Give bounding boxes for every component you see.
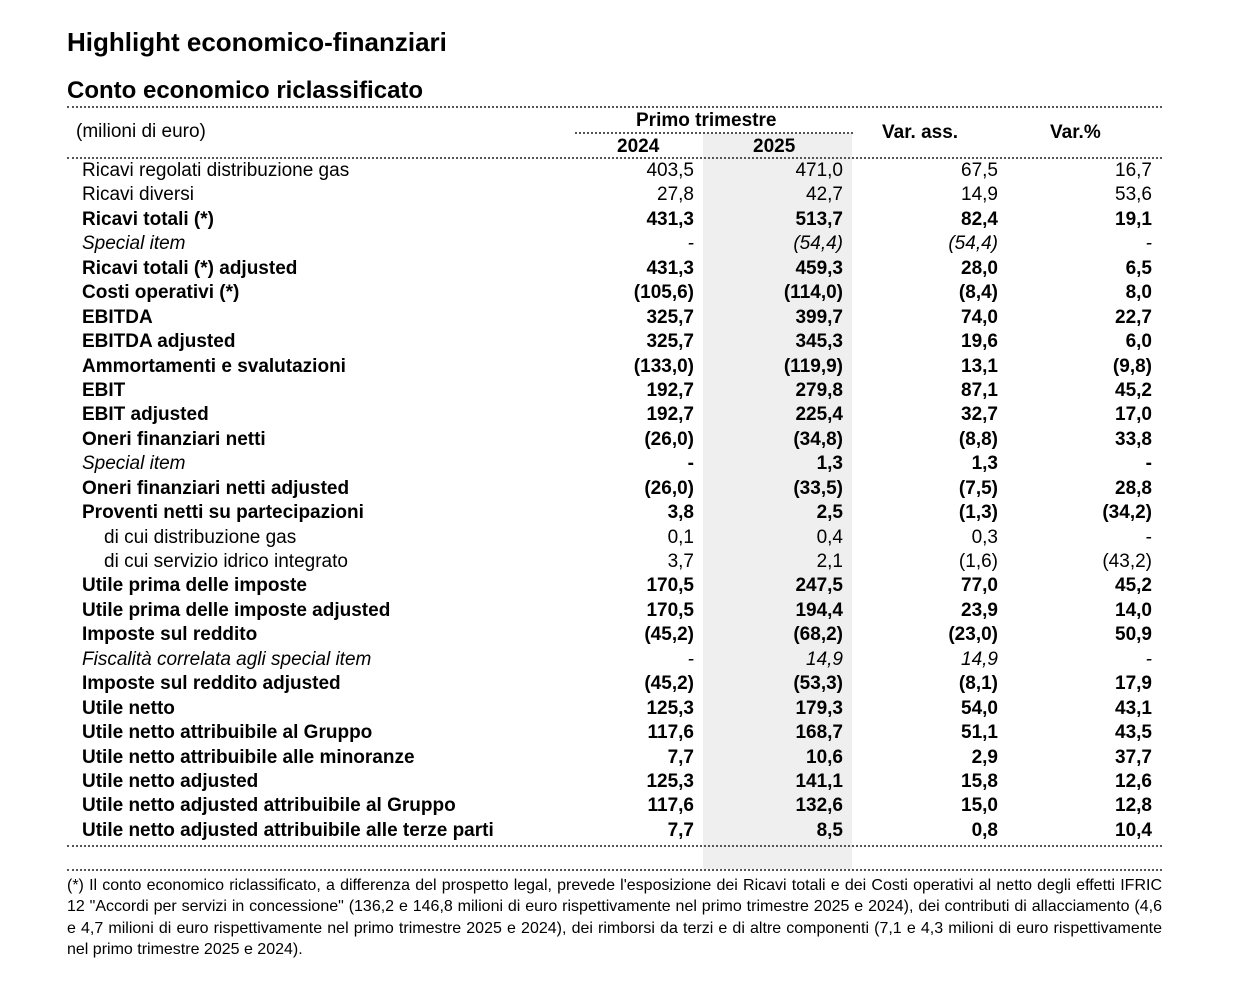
row-label: EBIT (82, 379, 126, 401)
value-var-abs: 54,0 (961, 697, 998, 719)
table-row (0, 428, 1234, 452)
value-2025: 471,0 (795, 160, 843, 181)
value-var-abs: 15,0 (961, 795, 998, 817)
table-row (0, 159, 1234, 183)
value-2025: 8,5 (816, 819, 843, 841)
value-2024: 403,5 (646, 160, 694, 181)
value-var-abs: 19,6 (961, 331, 998, 353)
table-row (0, 770, 1234, 794)
value-2024: 170,5 (646, 575, 694, 597)
value-2024: 27,8 (657, 184, 694, 206)
value-2025: 0,4 (816, 526, 843, 548)
row-label: Special item (82, 453, 186, 475)
row-label: EBIT adjusted (82, 404, 209, 426)
table-row (0, 794, 1234, 818)
value-2025: 168,7 (795, 722, 843, 744)
var-abs-header: Var. ass. (882, 122, 959, 143)
row-label: Oneri finanziari netti (82, 428, 266, 450)
value-var-abs: 2,9 (971, 746, 998, 768)
value-var-abs: 32,7 (961, 404, 998, 426)
row-label: Costi operativi (*) (82, 282, 240, 304)
value-2025: 247,5 (795, 575, 843, 597)
row-label: Utile prima delle imposte adjusted (82, 599, 391, 621)
year-2024-header: 2024 (617, 136, 660, 157)
value-var-abs: 0,8 (971, 819, 998, 841)
value-2024: 117,6 (647, 795, 694, 817)
value-var-pct: 6,5 (1125, 257, 1152, 279)
page-title: Highlight economico-finanziari (67, 27, 447, 57)
footnote-rule (67, 869, 1162, 871)
row-label: Ricavi diversi (82, 184, 194, 206)
value-2024: 3,7 (667, 551, 694, 572)
table-body (0, 159, 1234, 843)
value-var-abs: 87,1 (961, 379, 998, 401)
value-2024: (105,6) (633, 282, 694, 304)
row-label: Proventi netti su partecipazioni (82, 502, 364, 524)
table-row (0, 306, 1234, 330)
value-2024: 125,3 (646, 770, 694, 792)
value-2024: 7,7 (667, 819, 694, 841)
value-2025: 194,4 (795, 599, 843, 621)
value-2025: (34,8) (793, 428, 843, 450)
row-label: Ammortamenti e svalutazioni (82, 355, 346, 377)
row-label: Special item (82, 233, 186, 255)
value-2025: 1,3 (816, 453, 843, 475)
value-var-abs: 1,3 (971, 453, 998, 475)
value-var-pct: 6,0 (1125, 331, 1152, 353)
value-var-pct: (9,8) (1112, 355, 1152, 377)
value-2025: 279,8 (795, 379, 843, 401)
top-rule (67, 106, 1162, 108)
table-row (0, 232, 1234, 256)
value-2025: 2,5 (816, 502, 843, 524)
table-row (0, 355, 1234, 379)
value-2025: 459,3 (795, 257, 843, 279)
table-row (0, 257, 1234, 281)
value-var-pct: 53,6 (1115, 184, 1152, 206)
value-2025: 225,4 (795, 404, 843, 426)
row-label: Ricavi totali (*) (82, 208, 214, 230)
value-var-abs: 14,9 (961, 184, 998, 206)
period-header: Primo trimestre (636, 110, 777, 131)
table-row (0, 746, 1234, 770)
value-2025: (54,4) (793, 233, 843, 255)
value-2025: 345,3 (795, 331, 843, 353)
row-label: Utile netto attribuibile al Gruppo (82, 722, 373, 744)
value-var-abs: (54,4) (948, 233, 998, 255)
table-row (0, 574, 1234, 598)
value-2025: (114,0) (783, 282, 843, 304)
value-var-pct: 28,8 (1115, 477, 1152, 499)
value-var-abs: (8,4) (958, 282, 998, 304)
value-var-abs: 28,0 (961, 257, 998, 279)
value-2025: 132,6 (795, 795, 843, 817)
table-row (0, 672, 1234, 696)
value-var-pct: 17,0 (1115, 404, 1152, 426)
value-var-abs: 67,5 (961, 160, 998, 181)
row-label: Utile netto attribuibile alle minoranze (82, 746, 415, 768)
row-label: Oneri finanziari netti adjusted (82, 477, 350, 499)
value-2024: 117,6 (647, 722, 694, 744)
value-2024: (133,0) (633, 355, 694, 377)
var-pct-header: Var.% (1050, 122, 1101, 143)
value-var-pct: 45,2 (1115, 379, 1152, 401)
value-var-abs: (7,5) (958, 477, 998, 499)
row-label: Ricavi regolati distribuzione gas (82, 160, 350, 181)
row-label: di cui servizio idrico integrato (104, 551, 348, 572)
value-var-pct: - (1145, 233, 1152, 255)
value-var-pct: 43,5 (1115, 722, 1152, 744)
period-rule (575, 132, 853, 134)
value-var-pct: 50,9 (1115, 624, 1152, 646)
value-var-pct: 22,7 (1115, 306, 1152, 328)
value-2025: 42,7 (806, 184, 843, 206)
value-2024: - (687, 648, 694, 670)
value-var-pct: (43,2) (1102, 551, 1152, 572)
value-2025: 14,9 (806, 648, 843, 670)
value-var-pct: 19,1 (1115, 208, 1152, 230)
value-2024: (45,2) (644, 673, 694, 695)
value-2025: (33,5) (793, 477, 843, 499)
value-2025: (119,9) (783, 355, 843, 377)
table-row (0, 526, 1234, 550)
value-var-abs: 82,4 (961, 208, 998, 230)
value-var-pct: - (1145, 526, 1152, 548)
table-row (0, 477, 1234, 501)
table-row (0, 330, 1234, 354)
row-label: Fiscalità correlata agli special item (82, 648, 372, 670)
value-var-pct: - (1145, 453, 1152, 475)
value-var-abs: 77,0 (961, 575, 998, 597)
value-2025: (53,3) (793, 673, 843, 695)
value-2024: (26,0) (644, 428, 694, 450)
value-var-pct: 16,7 (1115, 160, 1152, 181)
table-row (0, 648, 1234, 672)
value-var-abs: (23,0) (948, 624, 998, 646)
value-2024: 0,1 (667, 526, 694, 548)
footnote: (*) Il conto economico riclassificato, a differenza del prospetto legal, prevede l'esposizione dei Ricavi totali e dei Costi operativi al netto degli effetti IFRIC 12 "Accordi per servizi in concessione" (136,2 e 146,8 milioni di euro rispettivamente nel primo trimestre 2025 e 2024), dei contributi di allacciamento (4,6 e 4,7 milioni di euro rispettivamente nel primo trimestre 2025 e 2024), dei rimborsi da terzi e di altre componenti (7,1 e 4,3 milioni di euro rispettivamente nel primo trimestre 2025 e 2024). (67, 877, 1162, 958)
value-2025: 2,1 (816, 551, 843, 572)
row-label: EBITDA adjusted (82, 331, 236, 353)
value-2024: 7,7 (667, 746, 694, 768)
table-row (0, 550, 1234, 574)
row-label: Imposte sul reddito adjusted (82, 673, 341, 695)
value-var-pct: 45,2 (1115, 575, 1152, 597)
value-var-pct: (34,2) (1102, 502, 1152, 524)
table-row (0, 623, 1234, 647)
value-2025: 141,1 (795, 770, 843, 792)
value-2024: (26,0) (644, 477, 694, 499)
row-label: EBITDA (82, 306, 153, 328)
row-label: Utile netto (82, 697, 175, 719)
value-2024: 325,7 (646, 306, 694, 328)
value-var-pct: 10,4 (1115, 819, 1152, 841)
value-2025: 513,7 (795, 208, 843, 230)
value-var-abs: 15,8 (961, 770, 998, 792)
value-var-abs: 0,3 (971, 526, 998, 548)
row-label: Utile netto adjusted attribuibile al Gruppo (82, 795, 456, 817)
table-row (0, 403, 1234, 427)
value-2025: 399,7 (795, 306, 843, 328)
row-label: di cui distribuzione gas (104, 526, 297, 548)
value-2025: 10,6 (806, 746, 843, 768)
value-var-pct: 43,1 (1115, 697, 1152, 719)
value-2024: 3,8 (667, 502, 694, 524)
row-label: Utile netto adjusted (82, 770, 259, 792)
value-var-pct: 12,6 (1115, 770, 1152, 792)
value-2025: (68,2) (793, 624, 843, 646)
table-row (0, 501, 1234, 525)
table-row (0, 379, 1234, 403)
value-var-abs: (8,8) (958, 428, 998, 450)
row-label: Utile prima delle imposte (82, 575, 307, 597)
table-row (0, 208, 1234, 232)
value-2025: 179,3 (795, 697, 843, 719)
value-var-pct: 33,8 (1115, 428, 1152, 450)
value-2024: 125,3 (646, 697, 694, 719)
value-2024: - (687, 233, 694, 255)
value-var-pct: 17,9 (1115, 673, 1152, 695)
value-2024: 325,7 (646, 331, 694, 353)
value-var-abs: (8,1) (958, 673, 998, 695)
value-var-abs: 14,9 (961, 648, 998, 670)
value-2024: (45,2) (644, 624, 694, 646)
row-label: Utile netto adjusted attribuibile alle terze parti (82, 819, 494, 841)
table-row (0, 599, 1234, 623)
value-var-abs: 74,0 (961, 306, 998, 328)
value-var-pct: - (1145, 648, 1152, 670)
table-row (0, 183, 1234, 207)
table-row (0, 721, 1234, 745)
value-var-pct: 8,0 (1125, 282, 1152, 304)
table-row (0, 697, 1234, 721)
value-var-pct: 37,7 (1115, 746, 1152, 768)
value-2024: 192,7 (646, 379, 694, 401)
value-2024: 431,3 (646, 257, 694, 279)
unit-label: (milioni di euro) (76, 121, 206, 142)
value-var-abs: 23,9 (961, 599, 998, 621)
value-2024: - (687, 453, 694, 475)
value-var-abs: (1,6) (958, 551, 998, 572)
value-2024: 431,3 (646, 208, 694, 230)
value-var-abs: 13,1 (961, 355, 998, 377)
value-var-abs: 51,1 (961, 722, 998, 744)
bottom-rule (67, 845, 1162, 847)
table-row (0, 281, 1234, 305)
value-var-abs: (1,3) (958, 502, 998, 524)
row-label: Ricavi totali (*) adjusted (82, 257, 298, 279)
value-2024: 170,5 (646, 599, 694, 621)
value-var-pct: 12,8 (1115, 795, 1152, 817)
table-row (0, 452, 1234, 476)
table-title: Conto economico riclassificato (67, 77, 424, 104)
table-row (0, 819, 1234, 843)
value-var-pct: 14,0 (1115, 599, 1152, 621)
value-2024: 192,7 (646, 404, 694, 426)
row-label: Imposte sul reddito (82, 624, 258, 646)
year-2025-header: 2025 (753, 136, 796, 157)
